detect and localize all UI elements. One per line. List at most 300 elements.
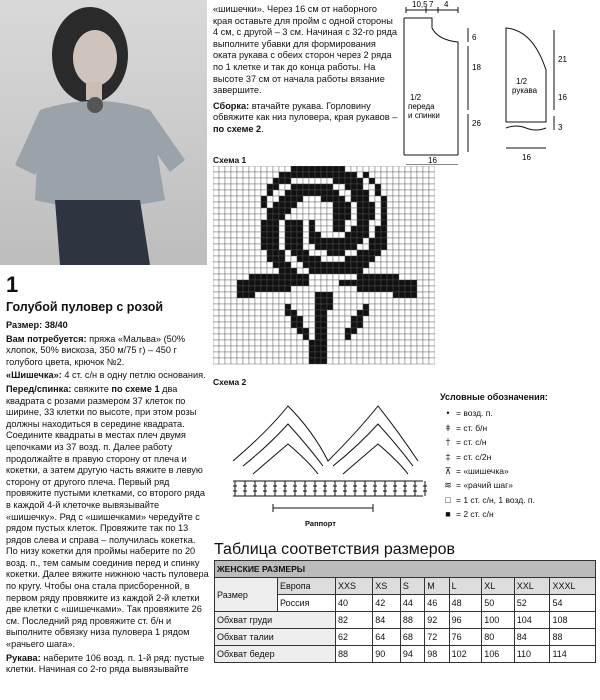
grid-cell	[399, 166, 405, 172]
grid-cell	[261, 184, 267, 190]
grid-cell	[243, 274, 249, 280]
grid-cell	[357, 178, 363, 184]
grid-cell	[417, 238, 423, 244]
grid-cell	[267, 202, 273, 208]
grid-cell	[375, 250, 381, 256]
grid-cell	[273, 352, 279, 358]
grid-cell	[267, 322, 273, 328]
grid-cell	[423, 184, 429, 190]
grid-cell	[411, 328, 417, 334]
grid-cell	[423, 268, 429, 274]
grid-cell	[255, 316, 261, 322]
grid-cell	[237, 208, 243, 214]
grid-cell	[405, 292, 411, 298]
grid-cell	[405, 274, 411, 280]
grid-cell	[303, 286, 309, 292]
grid-cell	[213, 352, 219, 358]
grid-cell	[255, 214, 261, 220]
grid-cell	[231, 178, 237, 184]
table-cell: 90	[373, 646, 401, 663]
grid-cell	[231, 274, 237, 280]
grid-cell	[393, 202, 399, 208]
grid-cell	[339, 172, 345, 178]
grid-cell	[255, 358, 261, 364]
grid-cell	[315, 274, 321, 280]
grid-cell	[309, 280, 315, 286]
grid-cell	[315, 286, 321, 292]
grid-cell	[417, 358, 423, 364]
grid-cell	[297, 256, 303, 262]
grid-cell	[411, 286, 417, 292]
grid-cell	[429, 262, 435, 268]
grid-cell	[291, 232, 297, 238]
grid-cell	[423, 202, 429, 208]
grid-cell	[387, 196, 393, 202]
grid-cell	[399, 358, 405, 364]
grid-cell	[351, 274, 357, 280]
grid-cell	[255, 232, 261, 238]
grid-cell	[393, 262, 399, 268]
grid-cell	[243, 220, 249, 226]
grid-cell	[291, 286, 297, 292]
grid-cell	[249, 328, 255, 334]
grid-cell	[219, 304, 225, 310]
grid-cell	[381, 346, 387, 352]
grid-cell	[393, 310, 399, 316]
grid-cell	[255, 322, 261, 328]
grid-cell	[255, 196, 261, 202]
edging-stitch	[343, 481, 347, 496]
edging-stitch	[393, 481, 397, 496]
grid-cell	[429, 232, 435, 238]
grid-cell	[231, 256, 237, 262]
grid-cell	[237, 274, 243, 280]
grid-cell	[255, 304, 261, 310]
grid-cell	[345, 208, 351, 214]
grid-cell	[261, 268, 267, 274]
grid-cell	[333, 196, 339, 202]
grid-cell	[357, 244, 363, 250]
grid-cell	[345, 190, 351, 196]
grid-cell	[369, 268, 375, 274]
empty-square-symbol-icon: □	[445, 494, 451, 505]
row-label: Обхват талии	[215, 629, 336, 646]
grid-cell	[423, 358, 429, 364]
table-cell: 72	[425, 629, 449, 646]
grid-cell	[369, 184, 375, 190]
dim-bottom-1: 16	[428, 156, 437, 165]
grid-cell	[369, 220, 375, 226]
grid-cell	[303, 208, 309, 214]
treble-crochet-symbol-icon: ‡	[445, 451, 451, 462]
grid-cell	[357, 274, 363, 280]
grid-cell	[315, 328, 321, 334]
grid-cell	[297, 298, 303, 304]
grid-cell	[249, 262, 255, 268]
grid-cell	[231, 238, 237, 244]
grid-cell	[231, 184, 237, 190]
table-cell: M	[425, 578, 449, 595]
grid-cell	[327, 358, 333, 364]
grid-cell	[261, 178, 267, 184]
grid-cell	[393, 280, 399, 286]
grid-cell	[393, 244, 399, 250]
grid-cell	[423, 220, 429, 226]
grid-cell	[291, 310, 297, 316]
grid-cell	[411, 196, 417, 202]
grid-cell	[369, 316, 375, 322]
grid-cell	[273, 322, 279, 328]
grid-cell	[237, 268, 243, 274]
grid-cell	[399, 286, 405, 292]
grid-cell	[405, 310, 411, 316]
grid-cell	[411, 274, 417, 280]
grid-cell	[255, 328, 261, 334]
grid-cell	[231, 310, 237, 316]
grid-cell	[225, 286, 231, 292]
grid-cell	[225, 280, 231, 286]
grid-cell	[219, 166, 225, 172]
grid-cell	[309, 184, 315, 190]
edging-stitch	[353, 481, 357, 496]
grid-cell	[327, 286, 333, 292]
grid-cell	[405, 202, 411, 208]
grid-cell	[249, 316, 255, 322]
grid-cell	[213, 166, 219, 172]
grid-cell	[285, 274, 291, 280]
grid-cell	[243, 184, 249, 190]
grid-cell	[243, 226, 249, 232]
grid-cell	[393, 286, 399, 292]
grid-cell	[393, 226, 399, 232]
grid-cell	[363, 202, 369, 208]
grid-cell	[381, 226, 387, 232]
grid-cell	[423, 328, 429, 334]
grid-cell	[249, 310, 255, 316]
grid-cell	[381, 250, 387, 256]
grid-cell	[393, 346, 399, 352]
grid-cell	[243, 196, 249, 202]
grid-cell	[417, 172, 423, 178]
size-table	[214, 560, 596, 663]
grid-cell	[381, 214, 387, 220]
grid-cell	[333, 250, 339, 256]
grid-cell	[417, 256, 423, 262]
edging-stitch	[423, 481, 427, 496]
grid-cell	[273, 340, 279, 346]
grid-cell	[303, 316, 309, 322]
grid-cell	[297, 184, 303, 190]
grid-cell	[399, 214, 405, 220]
grid-cell	[357, 172, 363, 178]
grid-cell	[273, 358, 279, 364]
grid-cell	[333, 340, 339, 346]
grid-cell	[387, 322, 393, 328]
grid-cell	[309, 238, 315, 244]
grid-cell	[393, 298, 399, 304]
grid-cell	[225, 214, 231, 220]
grid-cell	[237, 250, 243, 256]
grid-cell	[279, 166, 285, 172]
grid-cell	[381, 172, 387, 178]
grid-cell	[357, 250, 363, 256]
grid-cell	[333, 202, 339, 208]
crab-stitch-symbol-icon: ≋	[444, 480, 452, 491]
grid-cell	[231, 202, 237, 208]
grid-cell	[261, 190, 267, 196]
grid-cell	[285, 268, 291, 274]
grid-cell	[405, 340, 411, 346]
grid-cell	[309, 286, 315, 292]
grid-cell	[405, 166, 411, 172]
grid-cell	[345, 262, 351, 268]
grid-cell	[249, 286, 255, 292]
grid-cell	[297, 172, 303, 178]
grid-cell	[243, 322, 249, 328]
grid-cell	[405, 268, 411, 274]
grid-cell	[285, 340, 291, 346]
grid-cell	[291, 178, 297, 184]
grid-cell	[279, 292, 285, 298]
grid-cell	[375, 274, 381, 280]
grid-cell	[273, 214, 279, 220]
grid-cell	[345, 328, 351, 334]
grid-cell	[243, 298, 249, 304]
grid-cell	[261, 340, 267, 346]
grid-cell	[411, 214, 417, 220]
grid-cell	[423, 310, 429, 316]
grid-cell	[231, 316, 237, 322]
grid-cell	[387, 316, 393, 322]
grid-cell	[345, 250, 351, 256]
grid-cell	[345, 292, 351, 298]
grid-cell	[279, 238, 285, 244]
grid-cell	[387, 274, 393, 280]
grid-cell	[417, 202, 423, 208]
grid-cell	[297, 358, 303, 364]
grid-cell	[327, 196, 333, 202]
grid-cell	[243, 304, 249, 310]
grid-cell	[375, 346, 381, 352]
grid-cell	[285, 208, 291, 214]
grid-cell	[411, 172, 417, 178]
grid-cell	[333, 172, 339, 178]
grid-cell	[369, 232, 375, 238]
grid-cell	[249, 184, 255, 190]
grid-cell	[429, 178, 435, 184]
grid-cell	[369, 172, 375, 178]
grid-cell	[315, 172, 321, 178]
grid-cell	[249, 274, 255, 280]
grid-cell	[321, 340, 327, 346]
grid-cell	[255, 286, 261, 292]
grid-cell	[273, 328, 279, 334]
table-row	[215, 646, 596, 663]
grid-cell	[309, 190, 315, 196]
grid-cell	[237, 280, 243, 286]
grid-cell	[399, 274, 405, 280]
grid-cell	[231, 304, 237, 310]
grid-cell	[225, 328, 231, 334]
grid-cell	[369, 286, 375, 292]
grid-cell	[255, 172, 261, 178]
grid-cell	[327, 322, 333, 328]
grid-cell	[399, 334, 405, 340]
grid-cell	[333, 268, 339, 274]
grid-cell	[303, 190, 309, 196]
grid-cell	[333, 316, 339, 322]
grid-cell	[417, 190, 423, 196]
size-table-header: ЖЕНСКИЕ РАЗМЕРЫ	[215, 561, 596, 578]
grid-cell	[369, 208, 375, 214]
grid-cell	[237, 298, 243, 304]
grid-cell	[417, 322, 423, 328]
grid-cell	[249, 250, 255, 256]
grid-cell	[333, 166, 339, 172]
grid-cell	[219, 262, 225, 268]
grid-cell	[285, 238, 291, 244]
grid-cell	[297, 196, 303, 202]
grid-cell	[303, 322, 309, 328]
grid-cell	[291, 280, 297, 286]
grid-cell	[219, 178, 225, 184]
grid-cell	[291, 328, 297, 334]
grid-cell	[309, 226, 315, 232]
grid-cell	[369, 328, 375, 334]
grid-cell	[429, 196, 435, 202]
grid-cell	[213, 262, 219, 268]
grid-cell	[333, 214, 339, 220]
grid-cell	[225, 256, 231, 262]
grid-cell	[315, 166, 321, 172]
scheme-2-edging-chart	[213, 386, 437, 516]
russia-label-cell: Россия	[278, 595, 336, 612]
grid-cell	[351, 166, 357, 172]
grid-cell	[237, 172, 243, 178]
table-cell: 48	[449, 595, 482, 612]
grid-cell	[423, 214, 429, 220]
grid-cell	[219, 250, 225, 256]
grid-cell	[405, 172, 411, 178]
grid-cell	[417, 214, 423, 220]
grid-cell	[381, 292, 387, 298]
grid-cell	[327, 244, 333, 250]
grid-cell	[399, 298, 405, 304]
grid-cell	[249, 166, 255, 172]
grid-cell	[219, 214, 225, 220]
grid-cell	[315, 232, 321, 238]
grid-cell	[219, 232, 225, 238]
grid-cell	[363, 274, 369, 280]
grid-cell	[327, 184, 333, 190]
grid-cell	[267, 334, 273, 340]
grid-cell	[399, 178, 405, 184]
grid-cell	[231, 220, 237, 226]
grid-cell	[399, 328, 405, 334]
grid-cell	[231, 334, 237, 340]
grid-cell	[417, 346, 423, 352]
grid-cell	[327, 298, 333, 304]
grid-cell	[393, 178, 399, 184]
grid-cell	[393, 256, 399, 262]
grid-cell	[225, 268, 231, 274]
grid-cell	[423, 316, 429, 322]
grid-cell	[303, 298, 309, 304]
grid-cell	[255, 238, 261, 244]
grid-cell	[291, 196, 297, 202]
europe-label-cell: Европа	[278, 578, 336, 595]
grid-cell	[357, 352, 363, 358]
grid-cell	[261, 304, 267, 310]
grid-cell	[213, 346, 219, 352]
grid-cell	[273, 256, 279, 262]
grid-cell	[225, 184, 231, 190]
grid-cell	[231, 286, 237, 292]
grid-cell	[405, 220, 411, 226]
grid-cell	[393, 304, 399, 310]
grid-cell	[225, 250, 231, 256]
grid-cell	[411, 250, 417, 256]
grid-cell	[387, 220, 393, 226]
grid-cell	[417, 244, 423, 250]
grid-cell	[261, 310, 267, 316]
table-cell: 102	[449, 646, 482, 663]
grid-cell	[237, 238, 243, 244]
grid-cell	[303, 352, 309, 358]
grid-cell	[417, 292, 423, 298]
grid-cell	[369, 298, 375, 304]
grid-cell	[387, 172, 393, 178]
grid-cell	[327, 292, 333, 298]
grid-cell	[339, 310, 345, 316]
grid-cell	[297, 328, 303, 334]
grid-cell	[303, 268, 309, 274]
grid-cell	[249, 268, 255, 274]
grid-cell	[297, 244, 303, 250]
grid-cell	[423, 346, 429, 352]
symbol-legend	[440, 390, 598, 522]
grid-cell	[375, 220, 381, 226]
grid-cell	[351, 286, 357, 292]
grid-cell	[387, 280, 393, 286]
grid-cell	[243, 250, 249, 256]
grid-cell	[267, 262, 273, 268]
grid-cell	[327, 256, 333, 262]
grid-cell	[357, 328, 363, 334]
grid-cell	[297, 238, 303, 244]
grid-cell	[243, 202, 249, 208]
grid-cell	[231, 226, 237, 232]
grid-cell	[213, 208, 219, 214]
grid-cell	[429, 250, 435, 256]
grid-cell	[261, 250, 267, 256]
grid-cell	[429, 286, 435, 292]
grid-cell	[387, 352, 393, 358]
grid-cell	[387, 286, 393, 292]
grid-cell	[273, 238, 279, 244]
grid-cell	[261, 292, 267, 298]
grid-cell	[333, 346, 339, 352]
grid-cell	[213, 202, 219, 208]
grid-cell	[231, 214, 237, 220]
grid-cell	[249, 244, 255, 250]
grid-cell	[423, 196, 429, 202]
grid-cell	[387, 268, 393, 274]
chain-symbol-icon: •	[446, 408, 450, 419]
grid-cell	[273, 178, 279, 184]
grid-cell	[273, 166, 279, 172]
grid-cell	[291, 184, 297, 190]
